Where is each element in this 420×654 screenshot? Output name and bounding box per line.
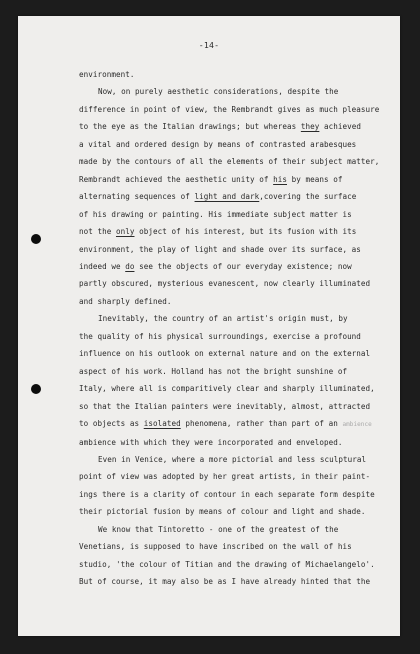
punch-hole	[31, 384, 41, 394]
text-line	[79, 258, 399, 275]
text-run: partly obscured, mysterious evanescent, now clearly illuminated	[79, 279, 371, 289]
text-run: Even in Venice, where a more pictorial and less sculptural	[98, 454, 367, 464]
text-line	[79, 118, 399, 135]
text-line	[79, 328, 399, 345]
text-run: influence on his outlook on external nature and on the external	[79, 349, 371, 359]
text-line	[79, 153, 399, 170]
text-run: see the objects of our everyday existence; now	[134, 261, 352, 271]
text-line	[79, 206, 399, 223]
text-run: ,covering the surface	[259, 192, 357, 202]
underlined-text: light and dark	[194, 192, 260, 202]
text-run: Venetians, is supposed to have inscribed on the wall of his	[79, 542, 352, 552]
text-run: ings there is a clarity of contour in each separate form despite	[79, 489, 375, 499]
text-run: a vital and ordered design by means of contrasted arabesques	[79, 139, 357, 149]
text-run: Rembrandt achieved the aesthetic unity of	[79, 174, 274, 184]
text-run: by means of	[287, 174, 343, 184]
text-run: alternating sequences of	[79, 192, 195, 202]
text-line	[79, 293, 399, 310]
text-line	[79, 398, 399, 415]
text-line	[79, 66, 399, 83]
text-line	[79, 451, 399, 468]
faint-text: ambience	[342, 421, 372, 429]
text-line	[79, 101, 399, 118]
text-line	[79, 241, 399, 258]
text-run: made by the contours of all the elements of their subject matter,	[79, 157, 380, 167]
body-text	[79, 66, 399, 591]
text-run: to objects as	[79, 419, 144, 429]
text-run: But of course, it may also be as I have already hinted that the	[79, 577, 371, 587]
text-line	[79, 468, 399, 485]
text-line	[79, 415, 399, 433]
text-run: Inevitably, the country of an artist's origin must, by	[98, 314, 348, 324]
text-line	[79, 188, 399, 205]
text-line	[79, 434, 399, 451]
text-run: their pictorial fusion by means of colour and light and shade.	[79, 507, 366, 517]
document-page	[18, 16, 400, 636]
text-run: indeed we	[79, 261, 126, 271]
text-run: Now, on purely aesthetic considerations, despite the	[98, 87, 339, 97]
text-run: so that the Italian painters were inevitably, almost, attracted	[79, 401, 371, 411]
text-run: ambience with which they were incorporated and enveloped.	[79, 437, 343, 447]
text-line	[79, 363, 399, 380]
text-run: We know that Tintoretto - one of the greatest of the	[98, 524, 339, 534]
text-line	[79, 556, 399, 573]
page-number: -14-	[198, 40, 220, 50]
text-run: to the eye as the Italian drawings; but whereas	[79, 122, 301, 132]
underlined-text: isolated	[143, 419, 181, 429]
text-line	[79, 521, 399, 538]
underlined-text: they	[300, 122, 320, 132]
text-line	[79, 573, 399, 590]
text-line	[79, 171, 399, 188]
text-line	[79, 310, 399, 327]
text-line	[79, 486, 399, 503]
text-run: object of his interest, but its fusion with its	[134, 227, 357, 237]
text-line	[79, 538, 399, 555]
text-line	[79, 275, 399, 292]
underlined-text: do	[125, 261, 135, 271]
text-line	[79, 345, 399, 362]
text-run: point of view was adopted by her great artists, in their paint-	[79, 472, 371, 482]
text-run: aspect of his work. Holland has not the bright sunshine of	[79, 366, 348, 376]
text-run: studio, 'the colour of Titian and the drawing of Michaelangelo'.	[79, 559, 375, 569]
text-run: the quality of his physical surroundings, exercise a profound	[79, 331, 361, 341]
text-run: Italy, where all is comparitively clear and sharply illuminated,	[79, 384, 375, 394]
text-line	[79, 83, 399, 100]
text-run: phenomena, rather than part of an	[180, 419, 343, 429]
underlined-text: his	[273, 174, 287, 184]
text-line	[79, 223, 399, 240]
underlined-text: only	[115, 227, 135, 237]
text-run: and sharply defined.	[79, 296, 172, 306]
text-run: environment.	[79, 70, 135, 79]
text-run: achieved	[319, 122, 361, 132]
text-run: environment, the play of light and shade over its surface, as	[79, 244, 361, 254]
text-line	[79, 380, 399, 397]
text-line	[79, 136, 399, 153]
text-run: difference in point of view, the Rembrandt gives as much pleasure	[79, 104, 380, 114]
text-run: not the	[79, 227, 116, 237]
text-run: of his drawing or painting. His immediate subject matter is	[79, 209, 352, 219]
text-line	[79, 503, 399, 520]
punch-hole	[31, 234, 41, 244]
